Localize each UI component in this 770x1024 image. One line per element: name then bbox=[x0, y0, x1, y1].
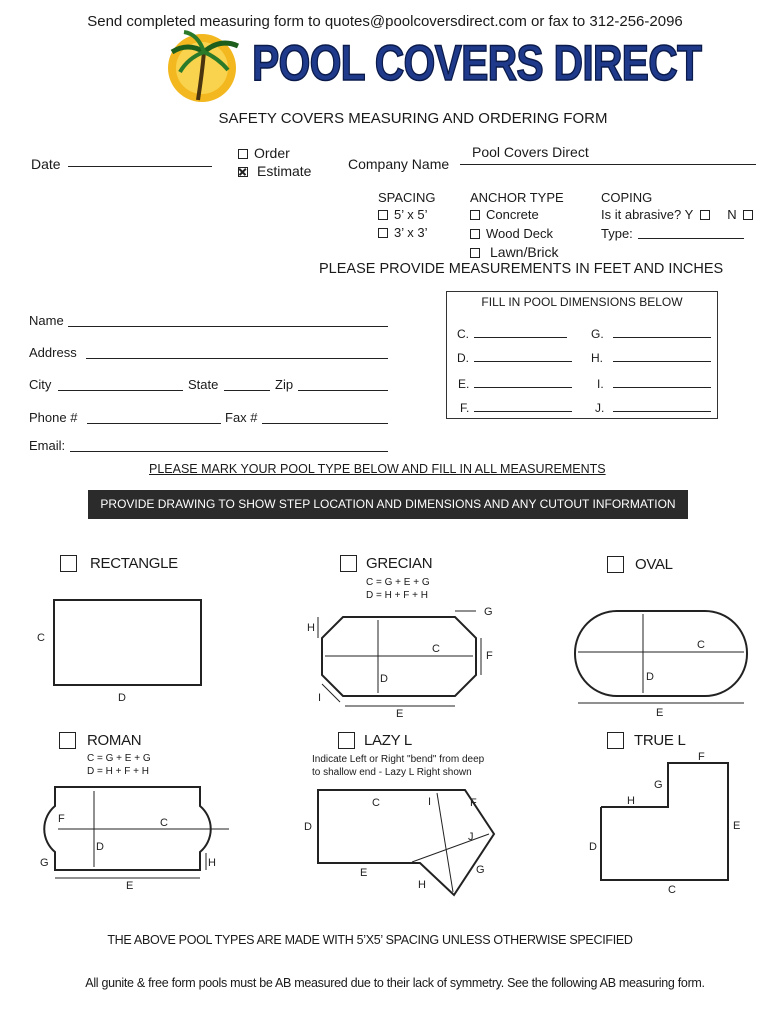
lazy-l-label-h: H bbox=[418, 879, 426, 891]
dim-label: J. bbox=[595, 401, 605, 415]
grecian-label-i: I bbox=[318, 692, 322, 704]
rect-label-c: C bbox=[37, 632, 45, 644]
roman-diagram bbox=[44, 787, 229, 878]
name-label: Name bbox=[29, 313, 64, 328]
grecian-formula: C = G + E + G bbox=[366, 577, 430, 588]
roman-formula: C = G + E + G bbox=[87, 753, 151, 764]
lazy-l-label-d: D bbox=[304, 821, 312, 833]
rectangle-diagram bbox=[54, 600, 201, 685]
roman-label-e: E bbox=[126, 880, 134, 892]
coping-type-label: Type: bbox=[601, 226, 633, 241]
rectangle-title: RECTANGLE bbox=[90, 555, 178, 572]
dim-label: C. bbox=[457, 327, 469, 341]
mark-note: PLEASE MARK YOUR POOL TYPE BELOW AND FILL IN ALL MEASUREMENTS bbox=[149, 462, 606, 476]
logo-text: POOL COVERS DIRECT bbox=[252, 35, 702, 91]
lazy-l-label-f: F bbox=[470, 797, 477, 809]
spacing-footnote: THE ABOVE POOL TYPES ARE MADE WITH 5’X5’ SPACING UNLESS OTHERWISE SPECIFIED bbox=[107, 933, 633, 947]
measure-note: PLEASE PROVIDE MEASUREMENTS IN FEET AND INCHES bbox=[319, 261, 724, 277]
roman-label-c: C bbox=[160, 817, 168, 829]
dim-label: H. bbox=[591, 351, 603, 365]
oval-title: OVAL bbox=[635, 556, 673, 573]
grecian-title: GRECIAN bbox=[366, 555, 433, 572]
anchor-option[interactable]: Wood Deck bbox=[470, 226, 553, 242]
coping-abrasive: Is it abrasive? Y N bbox=[601, 207, 759, 223]
roman-title: ROMAN bbox=[87, 732, 142, 749]
send-note: Send completed measuring form to quotes@poolcoversdirect.com or fax to 312-256-2096 bbox=[87, 13, 683, 30]
grecian-label-d: D bbox=[380, 673, 388, 685]
date-label: Date bbox=[31, 156, 61, 172]
oval-label-d: D bbox=[646, 671, 654, 683]
roman-label-d: D bbox=[96, 841, 104, 853]
lazy-l-label-e: E bbox=[360, 867, 368, 879]
true-l-title: TRUE L bbox=[634, 732, 686, 749]
oval-label-c: C bbox=[697, 639, 705, 651]
roman-label-f: F bbox=[58, 813, 65, 825]
grecian-label-c: C bbox=[432, 643, 440, 655]
grecian-diagram bbox=[318, 611, 481, 706]
roman-formula: D = H + F + H bbox=[87, 766, 149, 777]
true-l-label-g: G bbox=[654, 779, 663, 791]
lazy-l-label-i: I bbox=[428, 796, 432, 808]
dim-label: I. bbox=[597, 377, 604, 391]
lazy-l-title: LAZY L bbox=[364, 732, 412, 749]
address-label: Address bbox=[29, 345, 77, 360]
dim-label: D. bbox=[457, 351, 469, 365]
true-l-label-e: E bbox=[733, 820, 741, 832]
state-label: State bbox=[188, 377, 219, 392]
lazy-l-label-j: J bbox=[468, 831, 474, 843]
form-title: SAFETY COVERS MEASURING AND ORDERING FORM bbox=[218, 110, 608, 127]
company-label: Company Name bbox=[348, 156, 450, 172]
fax-label: Fax # bbox=[225, 410, 258, 425]
dim-label: G. bbox=[591, 327, 604, 341]
oval-label-e: E bbox=[656, 707, 664, 719]
grecian-label-e: E bbox=[396, 708, 404, 720]
grecian-label-f: F bbox=[486, 650, 493, 662]
lazy-l-label-c: C bbox=[372, 797, 380, 809]
true-l-label-h: H bbox=[627, 795, 635, 807]
dim-label: E. bbox=[458, 377, 470, 391]
roman-label-h: H bbox=[208, 857, 216, 869]
banner: PROVIDE DRAWING TO SHOW STEP LOCATION AND DIMENSIONS AND ANY CUTOUT INFORMATION bbox=[88, 490, 688, 519]
zip-label: Zip bbox=[275, 377, 294, 392]
city-label: City bbox=[29, 377, 52, 392]
true-l-label-f: F bbox=[698, 751, 705, 763]
phone-label: Phone # bbox=[29, 410, 78, 425]
lazy-l-note: to shallow end - Lazy L Right shown bbox=[312, 767, 472, 778]
anchor-option[interactable]: Lawn/Brick bbox=[470, 244, 558, 260]
true-l-label-c: C bbox=[668, 884, 676, 896]
spacing-option[interactable]: 3’ x 3’ bbox=[378, 225, 427, 241]
oval-diagram bbox=[575, 611, 747, 703]
lazy-l-note: Indicate Left or Right "bend" from deep bbox=[312, 754, 485, 765]
spacing-option[interactable]: 5’ x 5’ bbox=[378, 207, 427, 223]
email-label: Email: bbox=[29, 438, 66, 453]
grecian-formula: D = H + F + H bbox=[366, 590, 428, 601]
roman-label-g: G bbox=[40, 857, 49, 869]
lazy-l-label-g: G bbox=[476, 864, 485, 876]
dim-label: F. bbox=[460, 401, 470, 415]
anchor-title: ANCHOR TYPE bbox=[470, 190, 564, 205]
grecian-label-g: G bbox=[484, 606, 493, 618]
anchor-option[interactable]: Concrete bbox=[470, 207, 539, 223]
coping-title: COPING bbox=[601, 190, 653, 205]
order-option[interactable]: Order bbox=[238, 145, 290, 161]
gunite-footnote: All gunite & free form pools must be AB measured due to their lack of symmetry. See the following AB measuring form. bbox=[85, 976, 705, 990]
grecian-label-h: H bbox=[307, 622, 315, 634]
true-l-label-d: D bbox=[589, 841, 597, 853]
true-l-diagram bbox=[601, 763, 728, 880]
spacing-title: SPACING bbox=[378, 190, 436, 205]
company-value[interactable]: Pool Covers Direct bbox=[472, 144, 589, 160]
dimensions-title: FILL IN POOL DIMENSIONS BELOW bbox=[481, 295, 683, 309]
rect-label-d: D bbox=[118, 692, 126, 704]
estimate-option[interactable]: Estimate bbox=[238, 163, 311, 179]
